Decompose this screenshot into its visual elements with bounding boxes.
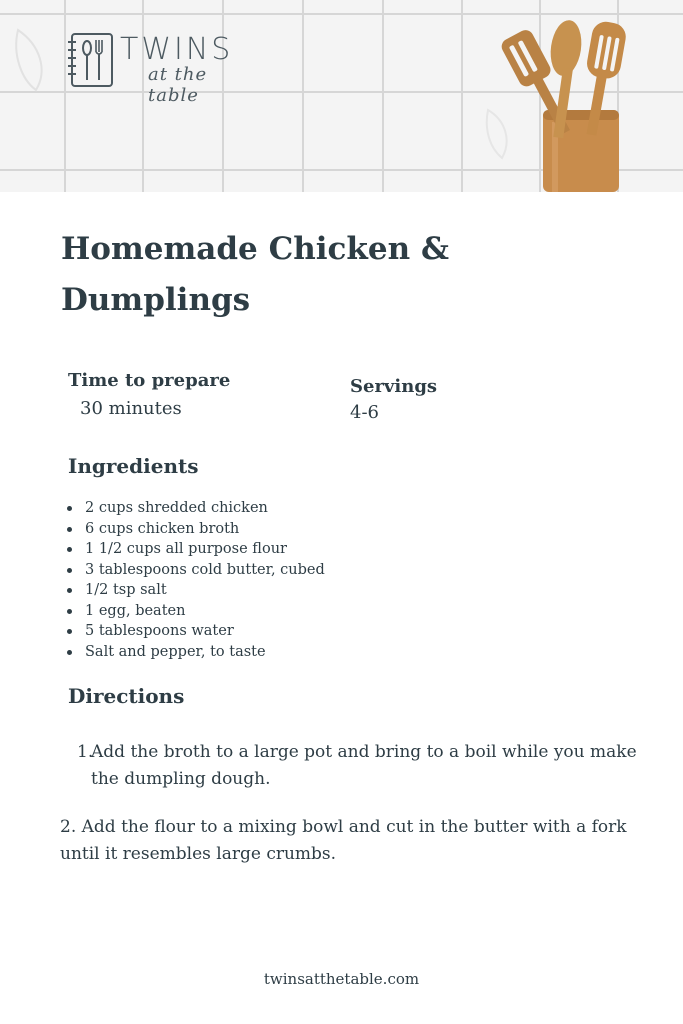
recipe-title: Homemade Chicken & Dumplings	[61, 231, 449, 318]
time-value: 30 minutes	[80, 398, 182, 419]
time-label: Time to prepare	[68, 370, 231, 391]
list-item: 6 cups chicken broth	[67, 519, 325, 540]
direction-step-2	[60, 814, 650, 868]
ingredients-list	[67, 498, 325, 662]
step-number: 1.	[77, 742, 94, 762]
step-text: Add the broth to a large pot and bring to a boil while you make the dumpling dough.	[91, 742, 637, 789]
list-item: 3 tablespoons cold butter, cubed	[67, 560, 325, 581]
direction-step-1	[77, 739, 657, 793]
servings-label: Servings	[350, 376, 438, 397]
step-number: 2.	[60, 817, 77, 837]
header-image	[0, 0, 683, 192]
wooden-utensils-icon	[500, 18, 640, 192]
list-item: Salt and pepper, to taste	[67, 642, 325, 663]
step-text: Add the flour to a mixing bowl and cut in the butter with a fork until it resembles large crumbs.	[60, 817, 627, 864]
directions-heading: Directions	[68, 684, 185, 708]
footer-site: twinsatthetable.com	[263, 970, 420, 988]
list-item: 1/2 tsp salt	[67, 580, 325, 601]
fork-spoon-notebook-icon	[68, 30, 118, 90]
logo-wordmark: TWINS	[120, 32, 234, 67]
brand-logo	[68, 28, 258, 106]
list-item: 1 egg, beaten	[67, 601, 325, 622]
list-item: 1 1/2 cups all purpose flour	[67, 539, 325, 560]
list-item: 5 tablespoons water	[67, 621, 325, 642]
logo-tagline: at the table	[148, 64, 208, 106]
ingredients-heading: Ingredients	[68, 454, 199, 478]
servings-value: 4-6	[350, 402, 379, 423]
list-item: 2 cups shredded chicken	[67, 498, 325, 519]
